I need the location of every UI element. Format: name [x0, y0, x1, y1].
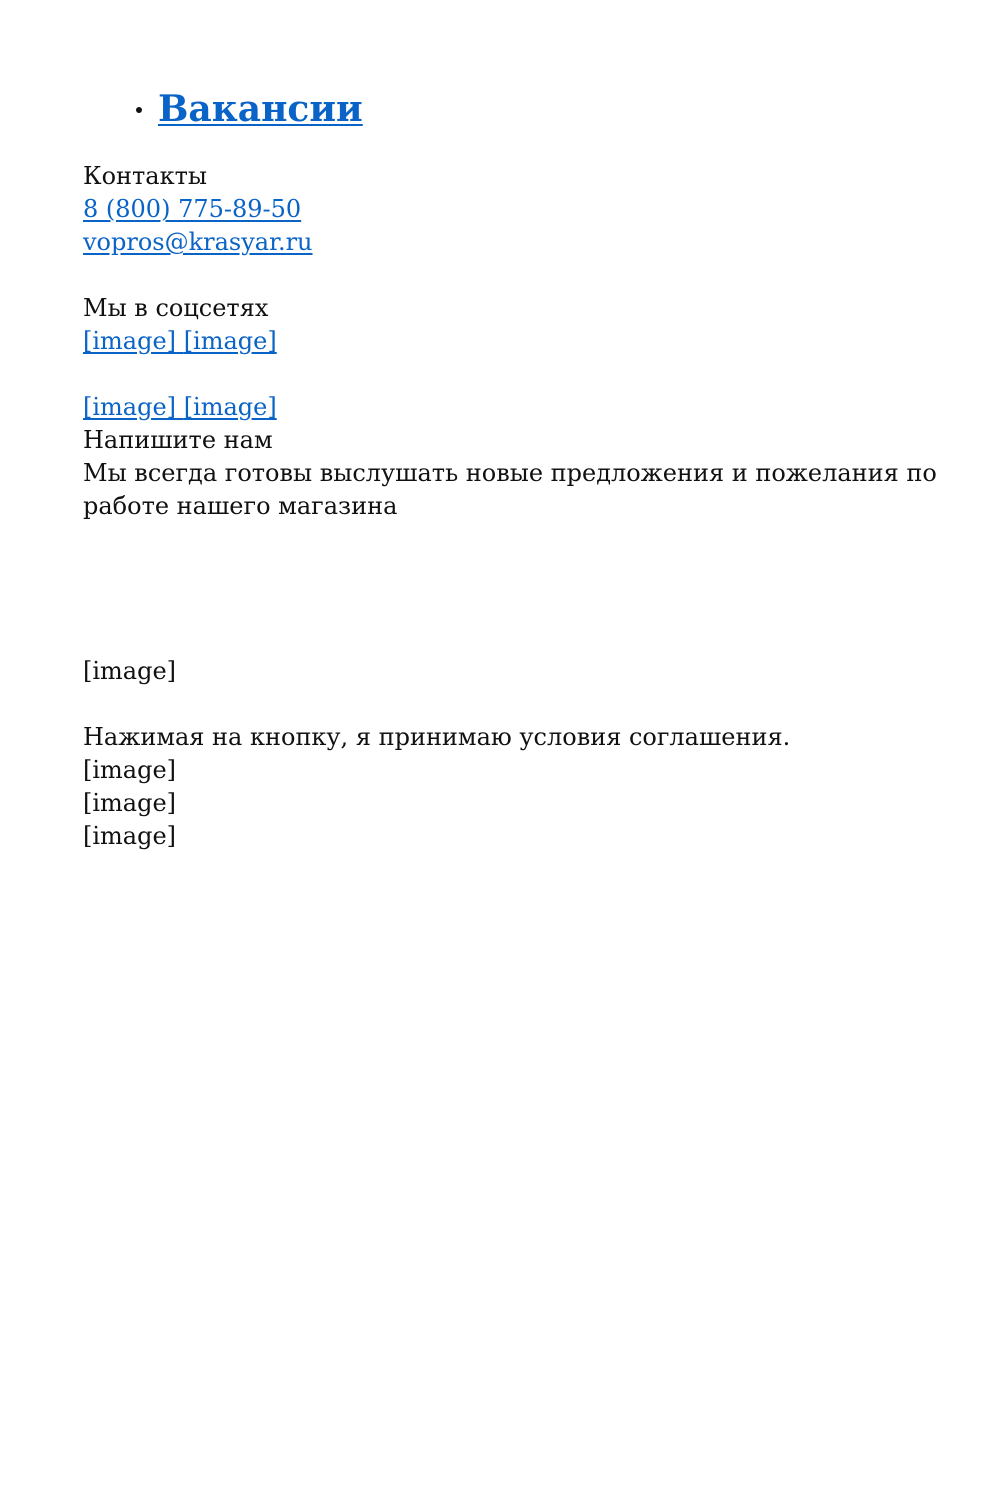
footer-image-3: [image] — [83, 822, 177, 850]
vacancies-link[interactable]: Вакансии — [158, 88, 363, 130]
social-link-2[interactable]: [image] [image] — [83, 393, 277, 421]
footer-image-1: [image] — [83, 756, 177, 784]
submit-button-image[interactable]: [image] — [83, 657, 177, 685]
feedback-description: Мы всегда готовы выслушать новые предложения и пожелания по работе нашего магазина — [83, 459, 937, 520]
footer-nav — [83, 78, 963, 140]
contacts-section — [83, 160, 963, 853]
feedback-heading: Напишите нам — [83, 426, 273, 454]
nav-item-vacancies — [83, 78, 963, 140]
social-row-2 — [83, 391, 963, 424]
bullet-icon — [136, 107, 142, 113]
social-heading: Мы в соцсетях — [83, 294, 269, 322]
contacts-heading: Контакты — [83, 162, 207, 190]
phone-link[interactable]: 8 (800) 775-89-50 — [83, 195, 302, 223]
email-link[interactable]: vopros@krasyar.ru — [83, 228, 313, 256]
agreement-text: Нажимая на кнопку, я принимаю условия соглашения. — [83, 723, 791, 751]
footer-image-2: [image] — [83, 789, 177, 817]
social-row-1 — [83, 325, 963, 358]
page-content — [83, 78, 963, 853]
social-link-1[interactable]: [image] [image] — [83, 327, 277, 355]
